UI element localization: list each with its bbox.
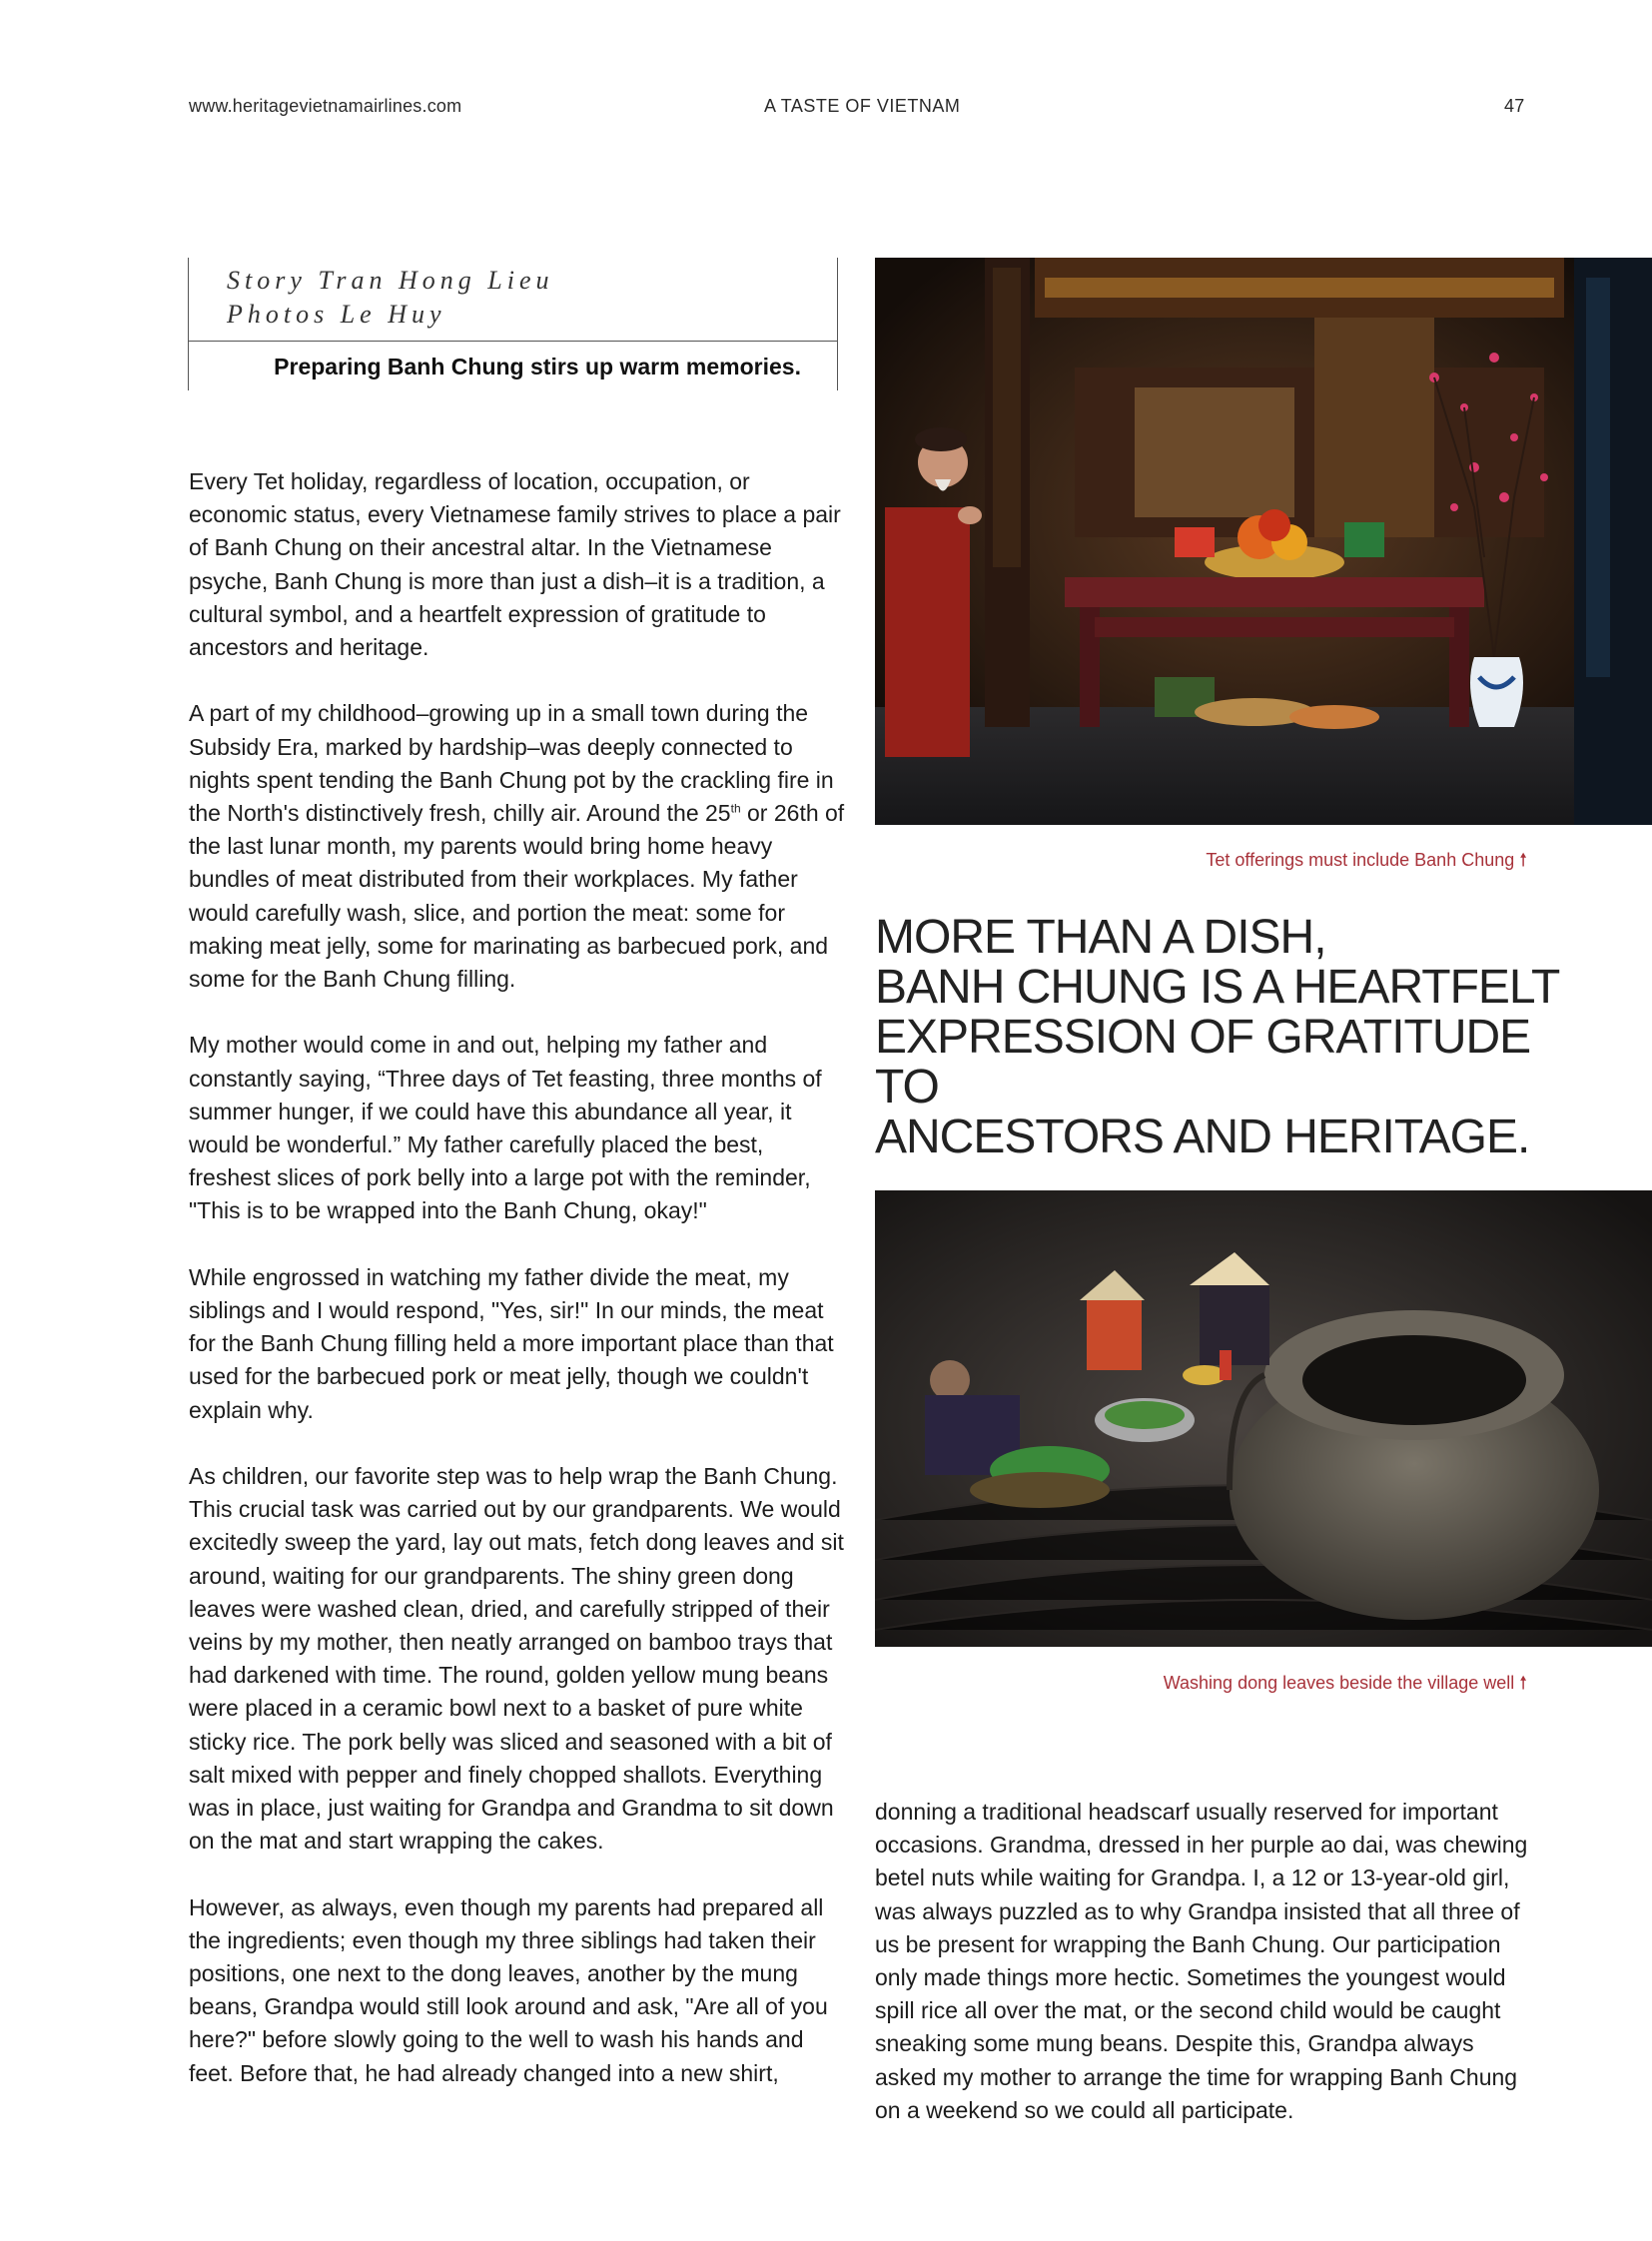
pull-quote-line: MORE THAN A DISH, [875, 911, 1326, 964]
pull-quote [875, 913, 1574, 1162]
village-well-photo [875, 1190, 1652, 1647]
paragraph: Every Tet holiday, regardless of location, occupation, or economic status, every Vietnamese family strives to place a pair of Banh Chung on their ancestral altar. In the Vietnamese psyche, Banh Chung is more than just a dish–it is a tradition, a cultural symbol, and a heartfelt expression of gratitude to ancestors and heritage. [189, 468, 841, 661]
article-body-right-column [875, 1796, 1534, 2127]
arrow-up-icon: 🠕 [1519, 1673, 1527, 1693]
pull-quote-line: EXPRESSION OF GRATITUDE TO [875, 1011, 1531, 1114]
byline-box [188, 258, 838, 390]
byline-divider [189, 341, 837, 342]
byline-photo-credit: Photos Le Huy [227, 300, 446, 329]
paragraph: As children, our favorite step was to help wrap the Banh Chung. This crucial task was carried out by our grandparents. We would excitedly sweep the yard, lay out mats, fetch dong leaves and sit around, waiting for our grandparents. The shiny green dong leaves were washed clean, dried, and carefully stripped of their veins by my mother, then neatly arranged on bamboo trays that had darkened with time. The round, golden yellow mung beans were placed in a ceramic bowl next to a basket of pure white sticky rice. The pork belly was sliced and seasoned with a bit of salt mixed with pepper and finely chopped shallots. Everything was in place, just waiting for Grandpa and Grandma to sit down on the mat and start wrapping the cakes. [189, 1463, 844, 1855]
article-body-left-column [189, 465, 848, 2123]
header-url[interactable]: www.heritagevietnamairlines.com [189, 96, 462, 116]
well-photo-caption: Washing dong leaves beside the village well 🠕 [1163, 1673, 1527, 1693]
page-number: 47 [1504, 96, 1525, 116]
paragraph: However, as always, even though my parents had prepared all the ingredients; even though my three siblings had taken their positions, one next to the dong leaves, another by the mung beans, Grandpa would still look around and ask, "Are all of you here?" before slowly going to the well to wash his hands and feet. Before that, he had already changed into a new shirt, [189, 1893, 828, 2086]
paragraph: While engrossed in watching my father divide the meat, my siblings and I would respond, "Yes, sir!" In our minds, the meat for the Banh Chung filling held a more important place than that used for the barbecued pork or meat jelly, though we couldn't explain why. [189, 1263, 834, 1423]
header-section-title: A TASTE OF VIETNAM [764, 96, 961, 116]
article-lede: Preparing Banh Chung stirs up warm memories. [274, 354, 801, 379]
altar-photo-caption: Tet offerings must include Banh Chung 🠕 [1206, 850, 1527, 870]
pull-quote-line: BANH CHUNG IS A HEARTFELT [875, 961, 1560, 1014]
altar-photo [875, 258, 1652, 825]
paragraph: donning a traditional headscarf usually reserved for important occasions. Grandma, dressed in her purple ao dai, was chewing betel nuts while waiting for Grandpa. I, a 12 or 13-year-old girl, was always puzzled as to why Grandpa insisted that all three of us be present for wrapping the Banh Chung. Our participation only made things more hectic. Sometimes the youngest would spill rice all over the mat, or the second child would be caught sneaking some mung beans. Despite this, Grandpa always asked my mother to arrange the time for wrapping Banh Chung on a weekend so we could all participate. [875, 1799, 1528, 2123]
pull-quote-line: ANCESTORS AND HERITAGE. [875, 1111, 1530, 1163]
byline-story-credit: Story Tran Hong Lieu [227, 266, 554, 295]
arrow-up-icon: 🠕 [1519, 850, 1527, 870]
paragraph: A part of my childhood–growing up in a small town during the Subsidy Era, marked by hardship–was deeply connected to nights spent tending the Banh Chung pot by the crackling fire in the North's distinctively fresh, chilly air. Around the 25th or 26th of the last lunar month, my parents would bring home heavy bundles of meat distributed from their workplaces. My father would carefully wash, slice, and portion the meat: some for making meat jelly, some for marinating as barbecued pork, and some for the Banh Chung filling. [189, 700, 845, 993]
paragraph: My mother would come in and out, helping my father and constantly saying, “Three days of Tet feasting, three months of summer hunger, if we could have this abundance all year, it would be wonderful.” My father carefully placed the best, freshest slices of pork belly into a large pot with the reminder, "This is to be wrapped into the Banh Chung, okay!" [189, 1032, 822, 1224]
